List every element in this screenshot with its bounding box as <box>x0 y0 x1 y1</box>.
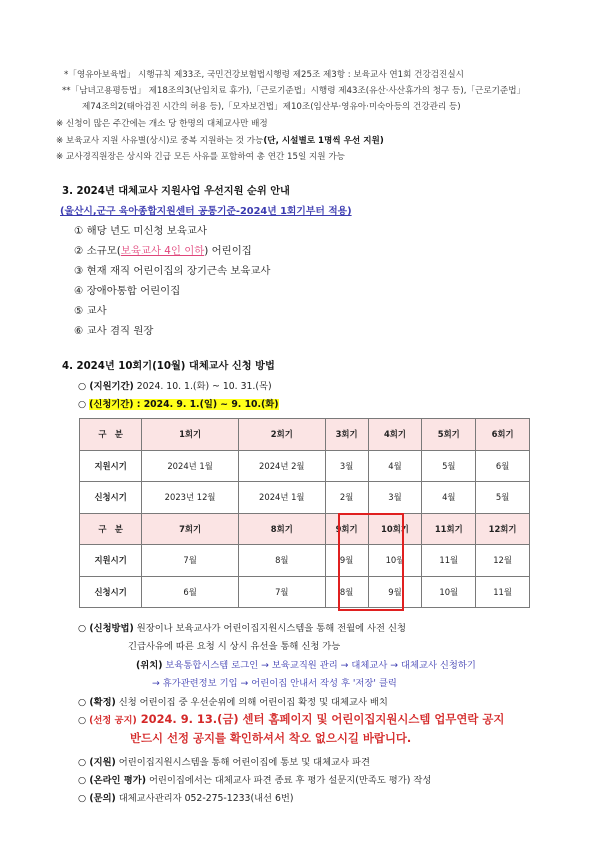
table-cell: 11월 <box>476 576 530 608</box>
footnote-laws: **「남녀고용평등법」 제18조의3(난임치료 휴가),「근로기준법」시행령 제43조(유산·사산휴가의 청구 등),「근로기준법」 <box>62 86 526 96</box>
table-cell: 10월 <box>368 545 422 577</box>
table-cell: 5회기 <box>422 419 476 451</box>
table-cell: 신청시기 <box>80 576 142 608</box>
table-cell: 2024년 1월 <box>238 482 325 514</box>
table-cell: 3월 <box>368 482 422 514</box>
table-cell: 구 분 <box>80 513 142 545</box>
table-cell: 5월 <box>422 450 476 482</box>
rank-item-6: ⑥ 교사 겸직 원장 <box>74 325 154 337</box>
rank-item-3: ③ 현재 재직 어린이집의 장기근속 보육교사 <box>74 265 271 277</box>
table-row <box>80 513 530 545</box>
table-cell: 10회기 <box>368 513 422 545</box>
table-cell: 7월 <box>142 545 239 577</box>
apply-location: (위치) 보육통합시스템 로그인 → 보육교직원 관리 → 대체교사 → 대체교사 신청하기 <box>136 660 476 671</box>
table-cell: 12월 <box>476 545 530 577</box>
apply-period-highlight: (신청기간) : 2024. 9. 1.(일) ~ 9. 10.(화) <box>89 399 279 410</box>
table-row <box>80 450 530 482</box>
rank-item-2: ② 소규모(보육교사 4인 이하) 어린이집 <box>74 245 252 257</box>
table-cell: 9회기 <box>325 513 368 545</box>
apply-location-cont: → 휴가관련정보 기입 → 어린이집 안내서 작성 후 '저장' 클릭 <box>152 678 397 689</box>
table-cell: 8회기 <box>238 513 325 545</box>
table-cell: 구 분 <box>80 419 142 451</box>
support-item: ○ (지원) 어린이집지원시스템을 통해 어린이집에 통보 및 대체교사 파견 <box>78 757 370 768</box>
table-cell: 6회기 <box>476 419 530 451</box>
table-row <box>80 419 530 451</box>
table-cell: 4회기 <box>368 419 422 451</box>
apply-method-emergency: 긴급사유에 따른 요청 시 상시 유선을 통해 신청 가능 <box>128 641 341 652</box>
table-cell: 10월 <box>422 576 476 608</box>
table-cell: 4월 <box>368 450 422 482</box>
table-cell: 12회기 <box>476 513 530 545</box>
table-row <box>80 545 530 577</box>
table-cell: 지원시기 <box>80 545 142 577</box>
footnote-director-limit: ※ 교사경직원장은 상시와 긴급 모든 사유를 포함하여 총 연간 15일 지원 가능 <box>56 152 345 162</box>
table-cell: 신청시기 <box>80 482 142 514</box>
table-row <box>80 482 530 514</box>
table-cell: 지원시기 <box>80 450 142 482</box>
rank-item-4: ④ 장애아통합 어린이집 <box>74 285 181 297</box>
footnote-health-check: *「영유아보육법」 시행규칙 제33조, 국민건강보험법시행령 제25조 제3항 : 보육교사 연1회 건강검진실시 <box>64 70 464 80</box>
selection-notice: ○ (선정 공지) 2024. 9. 13.(금) 센터 홈페이지 및 어린이집지원시스템 업무연락 공지 <box>78 712 505 726</box>
table-cell: 7회기 <box>142 513 239 545</box>
table-cell: 9월 <box>325 545 368 577</box>
footnote-duplicate-support: ※ 보육교사 지원 사유별(상시)로 중복 지원하는 것 가능(단, 시설별로 1명씩 우선 지원) <box>56 136 384 146</box>
selection-notice-reminder: 반드시 선정 공지를 확인하셔서 착오 없으시길 바랍니다. <box>130 731 412 745</box>
table-cell: 6월 <box>142 576 239 608</box>
table-cell: 1회기 <box>142 419 239 451</box>
table-cell: 7월 <box>238 576 325 608</box>
table-cell: 2024년 2월 <box>238 450 325 482</box>
section-4-title: 4. 2024년 10회기(10월) 대체교사 신청 방법 <box>62 361 275 372</box>
table-cell: 3회기 <box>325 419 368 451</box>
table-cell: 11회기 <box>422 513 476 545</box>
section-3-note: (울산시,군구 육아종합지원센터 공통기준-2024년 1회기부터 적용) <box>60 206 352 217</box>
rank-item-5: ⑤ 교사 <box>74 305 107 317</box>
schedule-table <box>79 418 530 608</box>
apply-method: ○ (신청방법) 원장이나 보육교사가 어린이집지원시스템을 통해 전월에 사전 신청 <box>78 623 406 634</box>
confirm-item: ○ (확정) 신청 어린이집 중 우선순위에 의해 어린이집 확정 및 대체교사 배치 <box>78 697 388 708</box>
support-period: ○ (지원기간) 2024. 10. 1.(화) ~ 10. 31.(목) <box>78 381 272 392</box>
table-cell: 2023년 12월 <box>142 482 239 514</box>
table-cell: 8월 <box>325 576 368 608</box>
inquiry-item: ○ (문의) 대체교사관리자 052-275-1233(내선 6번) <box>78 793 294 804</box>
rank-item-1: ① 해당 년도 미신청 보육교사 <box>74 225 207 237</box>
table-cell: 4월 <box>422 482 476 514</box>
footnote-one-teacher: ※ 신청이 많은 주간에는 개소 당 한명의 대체교사만 배정 <box>56 119 268 129</box>
table-cell: 6월 <box>476 450 530 482</box>
table-cell: 2월 <box>325 482 368 514</box>
table-cell: 2회기 <box>238 419 325 451</box>
table-cell: 8월 <box>238 545 325 577</box>
table-row <box>80 576 530 608</box>
evaluation-item: ○ (온라인 평가) 어린이집에서는 대체교사 파견 종료 후 평가 설문지(만족도 평가) 작성 <box>78 775 432 786</box>
footnote-laws-cont: 제74조의2(태아검진 시간의 허용 등),「모자보건법」제10조(임산부·영유아·미숙아등의 건강관리 등) <box>82 102 461 112</box>
apply-period: ○ (신청기간) : 2024. 9. 1.(일) ~ 9. 10.(화) <box>78 399 279 410</box>
table-cell: 3월 <box>325 450 368 482</box>
table-cell: 5월 <box>476 482 530 514</box>
table-cell: 2024년 1월 <box>142 450 239 482</box>
section-3-title: 3. 2024년 대체교사 지원사업 우선지원 순위 안내 <box>62 186 290 197</box>
table-cell: 11월 <box>422 545 476 577</box>
current-round-highlight-box <box>338 513 404 611</box>
table-cell: 9월 <box>368 576 422 608</box>
